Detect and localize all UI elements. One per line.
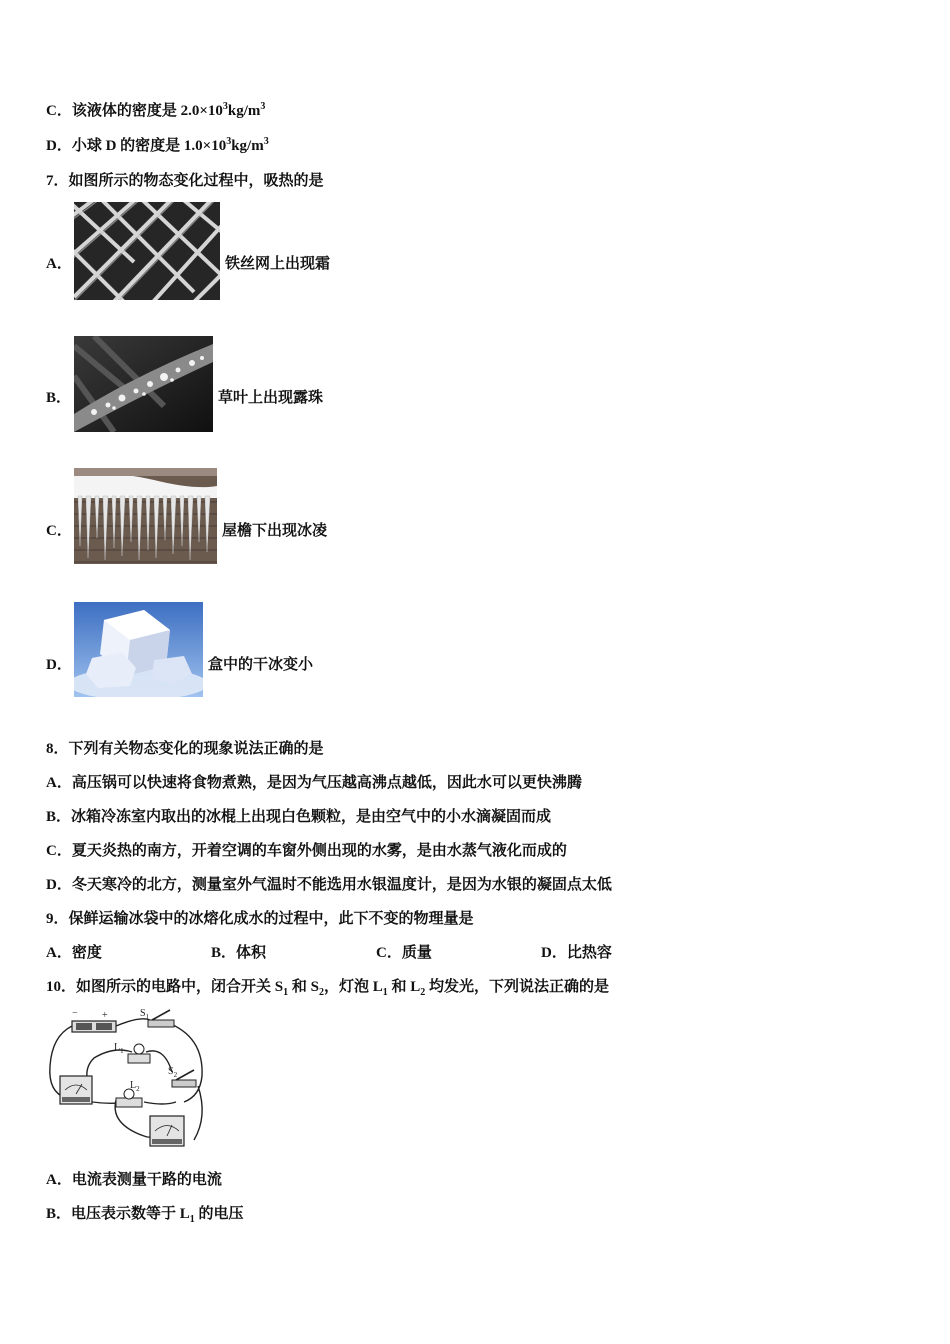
q8-option-d: D．冬天寒冷的北方，测量室外气温时不能选用水银温度计，是因为水银的凝固点太低 bbox=[46, 877, 612, 893]
q8-option-c: C．夏天炎热的南方，开着空调的车窗外侧出现的水雾，是由水蒸气液化而成的 bbox=[46, 843, 567, 859]
q8-option-a: A．高压锅可以快速将食物煮熟，是因为气压越高沸点越低，因此水可以更快沸腾 bbox=[46, 775, 582, 791]
lamp-l1-icon bbox=[128, 1044, 150, 1063]
q9-option-a: A．密度 bbox=[46, 945, 102, 961]
q8-option-b: B．冰箱冷冻室内取出的冰棍上出现白色颗粒，是由空气中的小水滴凝固而成 bbox=[46, 809, 552, 825]
circuit-diagram bbox=[44, 1006, 210, 1152]
switch-s1-icon bbox=[148, 1010, 174, 1027]
q7-stem: 7．如图所示的物态变化过程中，吸热的是 bbox=[46, 173, 324, 189]
q7-option-a-label: A． bbox=[46, 256, 72, 272]
q7-option-c-caption: 屋檐下出现冰凌 bbox=[222, 523, 328, 539]
frost-wire-mesh-image bbox=[74, 202, 220, 300]
icicles-eaves-image bbox=[74, 468, 217, 564]
q7-option-c-label: C． bbox=[46, 523, 72, 539]
switch-s1-label: $S_1$ bbox=[140, 1008, 150, 1021]
ammeter-icon bbox=[60, 1076, 92, 1104]
lamp-l2-label: $L_2$ bbox=[130, 1080, 140, 1093]
q8-stem: 8．下列有关物态变化的现象说法正确的是 bbox=[46, 741, 324, 757]
lamp-l1-label: $L_1$ bbox=[114, 1042, 124, 1055]
q10-option-a: A．电流表测量干路的电流 bbox=[46, 1172, 222, 1188]
dew-grass-image bbox=[74, 336, 213, 432]
q7-option-d-label: D． bbox=[46, 657, 72, 673]
q7-option-a-caption: 铁丝网上出现霜 bbox=[225, 256, 331, 272]
dry-ice-image bbox=[74, 602, 203, 697]
q6-option-c: C．该液体的密度是 $2.0\times 10^3kg/m^3$ bbox=[46, 101, 266, 119]
q7-option-d-caption: 盒中的干冰变小 bbox=[208, 657, 314, 673]
battery-icon bbox=[72, 1021, 116, 1032]
q6-option-d: D．小球 D 的密度是 $1.0\times 10^3kg/m^3$ bbox=[46, 136, 269, 154]
voltmeter-icon bbox=[150, 1116, 184, 1146]
q9-option-b: B．体积 bbox=[211, 945, 267, 961]
q10-option-b: B．电压表示数等于 $L_1$ 的电压 bbox=[46, 1206, 244, 1225]
battery-plus-label: + bbox=[102, 1010, 108, 1021]
switch-s2-label: $S_2$ bbox=[168, 1066, 178, 1079]
battery-minus-label: − bbox=[72, 1008, 78, 1019]
q9-stem: 9．保鲜运输冰袋中的冰熔化成水的过程中，此下不变的物理量是 bbox=[46, 911, 474, 927]
q7-option-b-label: B． bbox=[46, 390, 72, 406]
q9-options-row bbox=[46, 943, 612, 963]
q7-option-b-caption: 草叶上出现露珠 bbox=[218, 390, 324, 406]
q9-option-d: D．比热容 bbox=[541, 945, 612, 961]
q9-option-c: C．质量 bbox=[376, 945, 432, 961]
q10-stem: 10．如图所示的电路中，闭合开关 $S_1$ 和 $S_2$，灯泡 $L_1$ 和 $L_2$ 均发光，下列说法正确的是 bbox=[46, 979, 609, 998]
